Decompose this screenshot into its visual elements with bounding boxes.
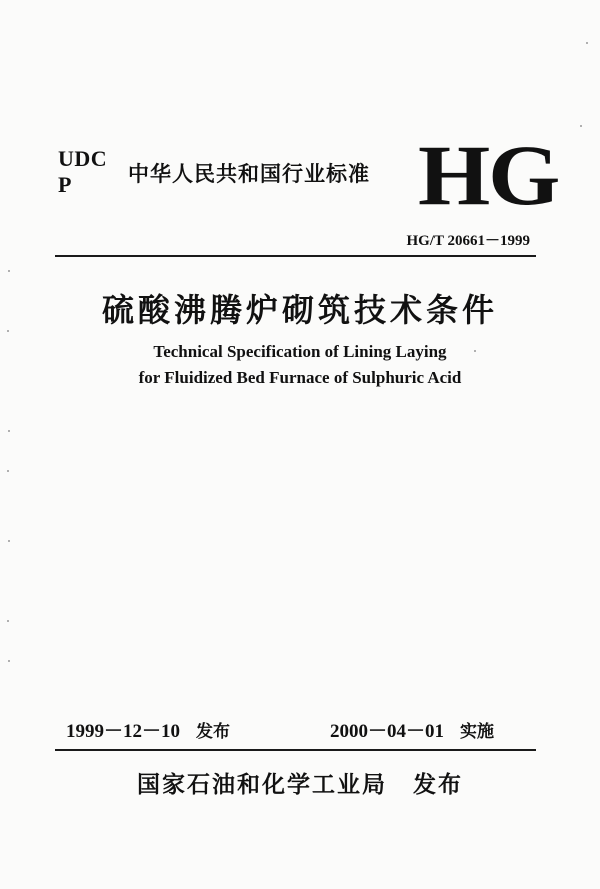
scan-speck	[586, 42, 588, 44]
class-letter: P	[58, 172, 72, 197]
scan-speck	[8, 660, 10, 662]
scan-speck	[8, 430, 10, 432]
issue-date: 1999－12－10	[66, 721, 181, 742]
scan-speck	[7, 620, 9, 622]
publisher-name: 国家石油和化学工业局	[137, 772, 387, 798]
bottom-divider	[55, 749, 536, 751]
scan-speck	[580, 125, 582, 127]
scan-speck	[474, 350, 476, 352]
scan-speck	[8, 270, 10, 272]
title-chinese: 硫酸沸腾炉砌筑技术条件	[101, 291, 498, 329]
publisher-verb: 发布	[413, 772, 463, 798]
implement-label: 实施	[460, 722, 495, 742]
classification-block	[58, 146, 107, 198]
publisher-line	[0, 766, 600, 799]
standard-category: 中华人民共和国行业标准	[128, 162, 370, 186]
title-english-line-2: for Fluidized Bed Furnace of Sulphuric Acid	[138, 368, 462, 387]
standard-number: HG/T 20661－1999	[406, 233, 530, 249]
implementation-date-row	[330, 716, 494, 743]
top-divider	[55, 255, 536, 257]
udc-label: UDC	[58, 146, 108, 171]
title-english-line-1: Technical Specification of Lining Laying	[153, 342, 447, 361]
hg-logo: HG	[418, 127, 559, 223]
scan-speck	[7, 330, 9, 332]
issue-label: 发布	[196, 722, 231, 742]
implement-date: 2000－04－01	[330, 721, 445, 742]
scan-speck	[7, 470, 9, 472]
issue-date-row	[66, 716, 230, 743]
scan-speck	[8, 540, 10, 542]
